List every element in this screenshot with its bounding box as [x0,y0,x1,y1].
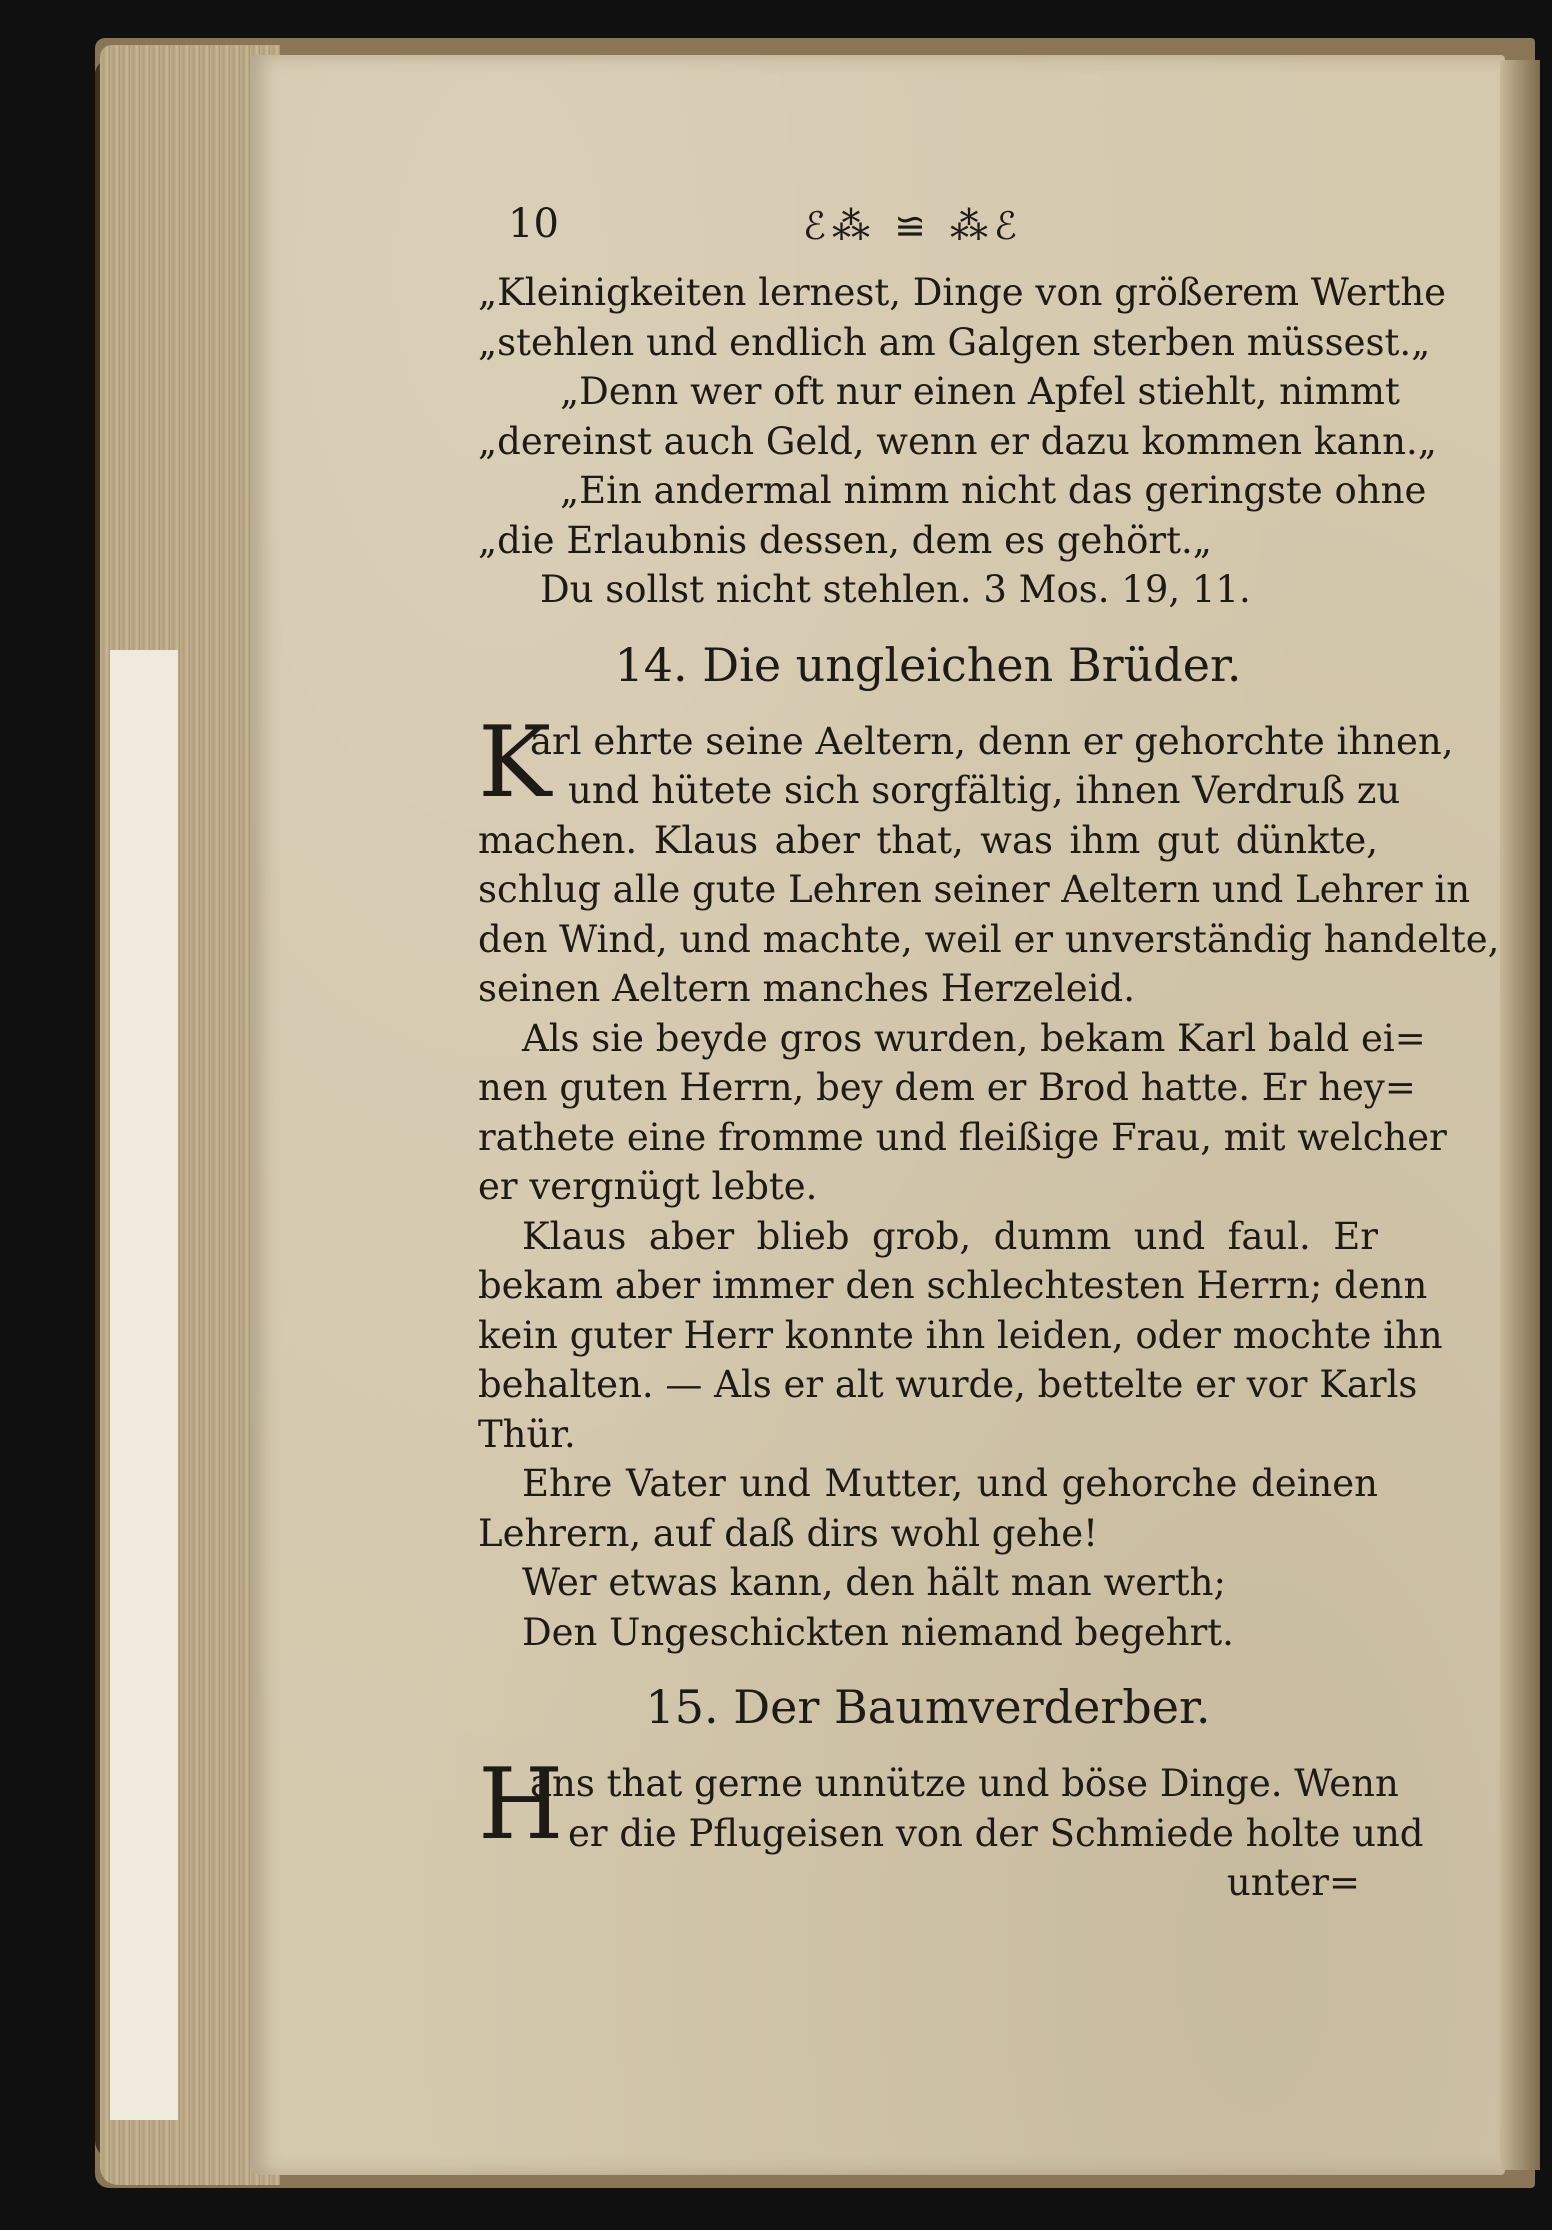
text-line: seinen Aeltern manches Herzeleid. [478,967,1135,1010]
page-header [478,200,1378,260]
text-line: „Denn wer oft nur einen Apfel stiehlt, nimmt [560,370,1400,413]
text-line: Ehre Vater und Mutter, und gehorche deinen [522,1462,1378,1505]
text-line: Lehrern, auf daß dirs wohl gehe! [478,1511,1098,1555]
text-line: er die Pflugeisen von der Schmiede holte und [568,1811,1424,1855]
header-ornament: ℰ⁂ ≌ ⁂ℰ [803,204,1024,248]
section-14-paragraph-3 [478,1212,1443,1460]
verse-line: Wer etwas kann, den hält man werth; [522,1561,1226,1604]
text-line: kein guter Herr konnte ihn leiden, oder mochte ihn [478,1313,1443,1357]
text-line: behalten. — Als er alt wurde, bettelte er vor Karls [478,1363,1418,1406]
section-14-paragraph-4 [478,1459,1378,1558]
page-number: 10 [508,201,559,247]
text-line: bekam aber immer den schlechtesten Herrn; denn [478,1264,1428,1307]
catchword: unter= [1226,1861,1360,1904]
page-text [478,200,1500,1908]
section-14-paragraph-2 [478,1014,1447,1212]
text-line: ans that gerne unnütze und böse Dinge. Wenn [530,1762,1399,1805]
text-line: „stehlen und endlich am Galgen sterben müssest.„ [478,320,1431,364]
section-15-heading: 15. Der Baumverderber. [645,1680,1211,1734]
drop-cap: K [478,705,552,820]
intro-block [478,268,1447,615]
text-line: schlug alle gute Lehren seiner Aeltern und Lehrer in [478,868,1471,911]
text-line: rathete eine fromme und fleißige Frau, mit welcher [478,1115,1447,1159]
page-gutter [1500,60,1540,2170]
text-line: „Kleinigkeiten lernest, Dinge von größerem Werthe [478,271,1447,314]
drop-cap: H [478,1748,564,1862]
section-14-paragraph-1 [478,705,1500,1014]
paper-strip [110,650,178,2120]
section-14-verse [478,1558,1378,1657]
text-line: arl ehrte seine Aeltern, denn er gehorchte ihnen, [530,719,1454,763]
text-line: nen guten Herrn, bey dem er Brod hatte. Er hey= [478,1066,1416,1109]
text-line: machen. Klaus aber that, was ihm gut dünkte, [478,818,1378,862]
text-line: Thür. [478,1412,576,1456]
text-line: Klaus aber blieb grob, dumm und faul. Er [522,1214,1378,1258]
text-line: den Wind, und machte, weil er unverständig handelte, [478,917,1500,961]
text-line: Als sie beyde gros wurden, bekam Karl bald ei= [522,1016,1426,1060]
text-line: „Ein andermal nimm nicht das geringste ohne [560,469,1427,512]
section-14-heading: 14. Die ungleichen Brüder. [614,637,1242,692]
text-line: Du sollst nicht stehlen. 3 Mos. 19, 11. [540,568,1251,611]
section-15-paragraph-1 [478,1748,1424,1908]
verse-line: Den Ungeschickten niemand begehrt. [522,1610,1234,1654]
text-line: er vergnügt lebte. [478,1165,818,1208]
text-line: und hütete sich sorgfältig, ihnen Verdruß zu [568,769,1401,812]
text-line: „die Erlaubnis dessen, dem es gehört.„ [478,518,1212,562]
text-line: „dereinst auch Geld, wenn er dazu kommen kann.„ [478,419,1437,463]
